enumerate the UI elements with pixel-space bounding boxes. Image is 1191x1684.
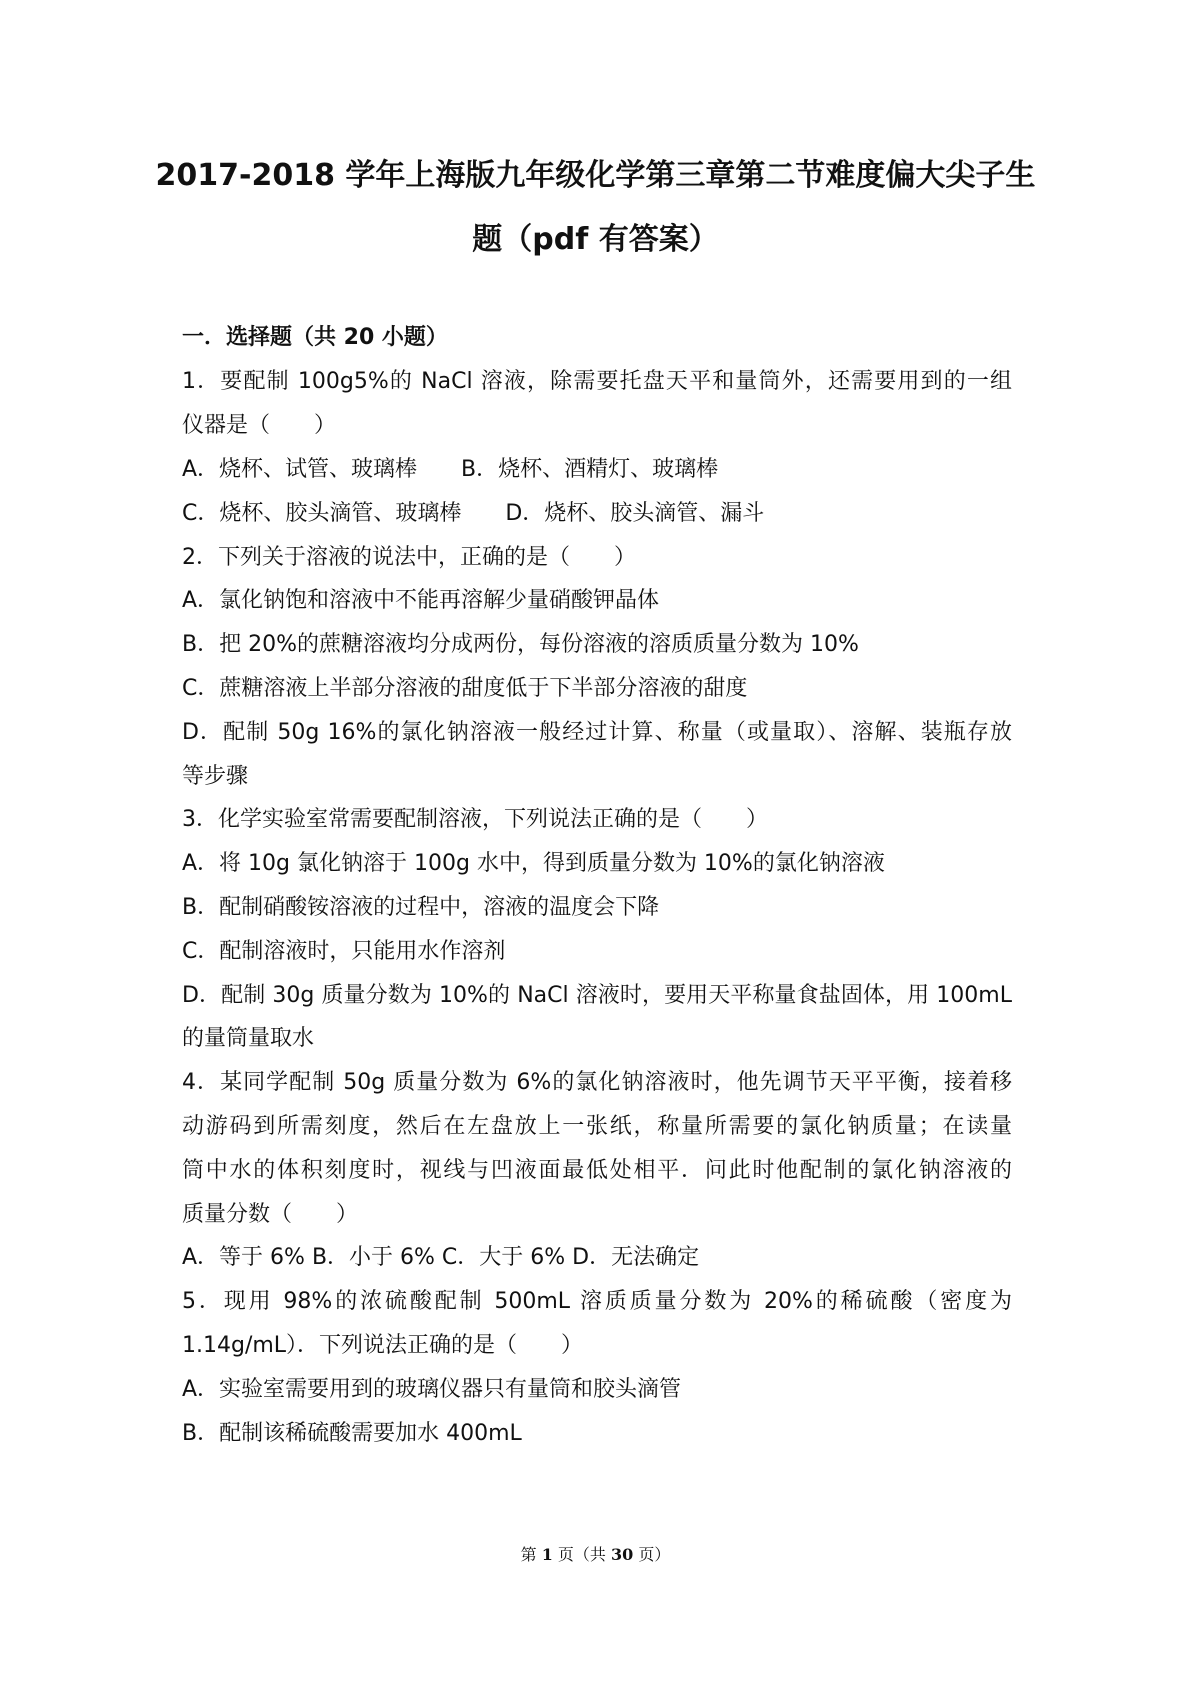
text-line: 动游码到所需刻度，然后在左盘放上一张纸，称量所需要的氯化钠质量；在读量 xyxy=(182,1114,1012,1139)
footer-middle: 页（共 xyxy=(552,1545,612,1564)
text-line: 1.14g/mL）．下列说法正确的是（ ） xyxy=(182,1333,584,1358)
text-line: 等步骤 xyxy=(182,764,249,789)
footer-suffix: 页） xyxy=(633,1545,671,1564)
footer-page-number: 1 xyxy=(541,1545,553,1564)
document-title-line-2: 题（pdf 有答案） xyxy=(472,222,719,257)
text-line: D．配制 50g 16%的氯化钠溶液一般经过计算、称量（或量取）、溶解、装瓶存放 xyxy=(182,720,1012,745)
text-line: 4．某同学配制 50g 质量分数为 6%的氯化钠溶液时，他先调节天平平衡，接着移 xyxy=(182,1070,1012,1095)
text-line: 3．化学实验室常需要配制溶液，下列说法正确的是（ ） xyxy=(182,807,768,832)
text-line: B．把 20%的蔗糖溶液均分成两份，每份溶液的溶质质量分数为 10% xyxy=(182,632,859,657)
text-line: A．将 10g 氯化钠溶于 100g 水中，得到质量分数为 10%的氯化钠溶液 xyxy=(182,851,885,876)
text-line: 5．现用 98%的浓硫酸配制 500mL 溶质质量分数为 20%的稀硫酸（密度为 xyxy=(182,1289,1012,1314)
text-line: C．蔗糖溶液上半部分溶液的甜度低于下半部分溶液的甜度 xyxy=(182,676,748,701)
text-line: 的量筒量取水 xyxy=(182,1026,315,1051)
text-line: B．配制该稀硫酸需要加水 400mL xyxy=(182,1421,522,1446)
text-line: C．烧杯、胶头滴管、玻璃棒 D．烧杯、胶头滴管、漏斗 xyxy=(182,501,765,526)
text-line: B．配制硝酸铵溶液的过程中，溶液的温度会下降 xyxy=(182,895,660,920)
text-line: A．烧杯、试管、玻璃棒 B．烧杯、酒精灯、玻璃棒 xyxy=(182,457,719,482)
text-line: A．实验室需要用到的玻璃仪器只有量筒和胶头滴管 xyxy=(182,1377,682,1402)
text-line: 筒中水的体积刻度时，视线与凹液面最低处相平．问此时他配制的氯化钠溶液的 xyxy=(182,1158,1012,1183)
text-line: C．配制溶液时，只能用水作溶剂 xyxy=(182,939,506,964)
text-line: 1．要配制 100g5%的 NaCl 溶液，除需要托盘天平和量筒外，还需要用到的一组 xyxy=(182,369,1012,394)
footer-prefix: 第 xyxy=(520,1545,542,1564)
document-title-line-1: 2017-2018 学年上海版九年级化学第三章第二节难度偏大尖子生 xyxy=(155,158,1036,193)
footer-total-pages: 30 xyxy=(611,1545,634,1564)
page-footer xyxy=(0,1544,1191,1566)
text-line: A．等于 6% B．小于 6% C．大于 6% D．无法确定 xyxy=(182,1245,700,1270)
section-heading: 一．选择题（共 20 小题） xyxy=(182,325,448,350)
text-line: 质量分数（ ） xyxy=(182,1202,359,1227)
text-line: A．氯化钠饱和溶液中不能再溶解少量硝酸钾晶体 xyxy=(182,588,660,613)
text-line: 仪器是（ ） xyxy=(182,413,337,438)
text-line: 2．下列关于溶液的说法中，正确的是（ ） xyxy=(182,545,636,570)
text-line: D．配制 30g 质量分数为 10%的 NaCl 溶液时，要用天平称量食盐固体，用 100mL xyxy=(182,983,1012,1008)
